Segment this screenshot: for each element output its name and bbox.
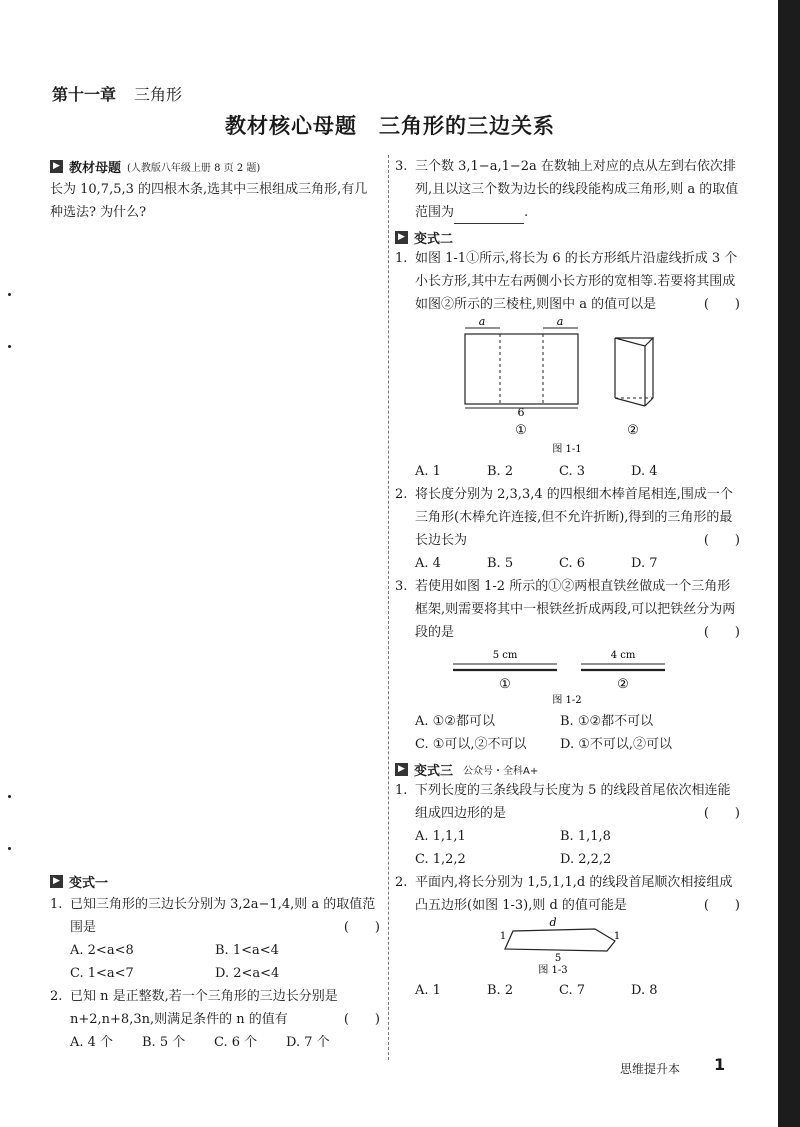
question-text: 下列长度的三条线段与长度为 5 的线段首尾依次相连能组成四边形的是 [415,783,731,821]
page-number: 1 [714,1055,726,1074]
question-text: 将长度分别为 2,3,3,4 的四根细木棒首尾相连,围成一个三角形(木棒允许连接,但不允许折断),得到的三角形的最长边长为 [415,487,733,548]
option: A. 1 [415,983,441,998]
option: B. ①②都不可以 [560,714,654,729]
option: B. 2 [487,464,514,479]
question [395,779,740,825]
answer-paren: ( ) [703,625,740,640]
scan-dot [8,795,11,798]
mother-problem-heading [50,157,380,176]
scan-dot [8,345,11,348]
answer-paren: ( ) [703,297,740,312]
pentagon [505,929,615,951]
scan-dot [8,293,11,296]
option: C. ①可以,②不可以 [415,737,527,752]
page-title: 教材核心母题 三角形的三边关系 [225,114,555,138]
question [50,893,380,939]
question [395,575,740,644]
option: D. 7 [631,556,658,571]
section-label: 教材母题 [69,161,122,176]
chapter-heading [52,82,182,105]
prism-bottom-front-left [615,398,645,406]
variant-two-heading [395,228,740,247]
answer-paren: ( ) [703,533,740,548]
option: D. 8 [631,983,658,998]
label-d: d [549,917,557,929]
option: D. 2,2,2 [560,852,612,867]
question-number: 1. [395,783,408,798]
question-text: 若使用如图 1-2 所示的①②两根直铁丝做成一个三角形框架,则需要将其中一根铁丝折成两段,可以把铁丝分为两段的是 [415,579,736,640]
options [395,825,740,871]
label-4cm: 4 cm [610,650,636,661]
variant-one-heading [50,872,380,891]
question [395,247,740,316]
question [395,155,740,224]
question-text: 三个数 3,1−a,1−2a 在数轴上对应的点从左到右依次排列,且以这三个数为边长的线段能构成三角形,则 a 的取值范围为 [415,159,739,220]
option: C. 3 [559,464,586,479]
question-text: 已知三角形的三边长分别为 3,2a−1,4,则 a 的取值范围是 [70,897,376,935]
section-label: 变式二 [414,232,454,247]
figure-label-2: ② [627,423,639,438]
prism-top [615,338,653,346]
option: C. 6 [559,556,586,571]
options [50,1031,380,1054]
label-5: 5 [554,953,562,964]
option: C. 1<a<7 [70,966,134,981]
answer-paren: ( ) [343,1012,380,1027]
variant-one-section [50,872,380,1054]
option: A. 4 个 [70,1035,114,1050]
label-six: 6 [517,406,525,419]
options [395,710,740,756]
chapter-name: 三角形 [134,85,183,104]
option: D. ①不可以,②可以 [560,737,673,752]
question-number: 1. [50,897,63,912]
chapter-number: 第十一章 [52,85,117,104]
question-number: 2. [395,875,408,890]
label-1-left: 1 [499,931,507,942]
option: C. 7 [559,983,586,998]
option: A. 4 [415,556,441,571]
option: B. 5 [487,556,514,571]
question-text: 如图 1-1①所示,将长为 6 的长方形纸片沿虚线折成 3 个小长方形,其中左右两侧小长方形的宽相等.若要将其围成如图②所示的三棱柱,则图中 a 的值可以是 [415,251,738,312]
label-a-left: a [478,316,486,328]
question [395,871,740,917]
question [50,985,380,1031]
wire-label-2: ② [617,677,629,692]
option: A. ①②都可以 [415,714,495,729]
answer-paren: ( ) [343,920,380,935]
question [395,483,740,552]
section-arrow-icon: ▶ [395,763,408,776]
option: A. 1 [415,464,441,479]
option: B. 1<a<4 [215,943,279,958]
option: A. 1,1,1 [415,829,466,844]
paper-rectangle [465,334,578,404]
option: B. 2 [487,983,514,998]
label-a-right: a [556,316,564,328]
wire-label-1: ① [499,677,511,692]
label-5cm: 5 cm [492,650,518,661]
options [395,979,740,1002]
figure-caption: 图 1-3 [538,965,568,975]
figure-1-3 [395,917,740,975]
option: B. 1,1,8 [560,829,611,844]
watermark-note: 公众号・全科A+ [463,766,539,777]
section-arrow-icon: ▶ [50,875,63,888]
figure-caption: 图 1-2 [552,695,582,706]
question-number: 2. [50,989,63,1004]
book-name: 思维提升本 [620,1062,681,1076]
question-number: 3. [395,159,408,174]
right-column [395,155,740,1002]
section-label: 变式一 [69,876,109,891]
option: C. 1,2,2 [415,852,466,867]
figure-caption: 图 1-1 [552,444,582,455]
option: D. 7 个 [286,1035,330,1050]
prism-bottom-front-right [645,398,653,406]
section-arrow-icon: ▶ [50,160,63,173]
option: C. 6 个 [214,1035,258,1050]
option: D. 4 [631,464,658,479]
answer-paren: ( ) [703,806,740,821]
variant-three-heading [395,760,740,779]
question-end: . [524,205,529,220]
options [395,552,740,575]
options [395,460,740,483]
option: D. 2<a<4 [215,966,280,981]
figure-1-2 [395,644,740,706]
question-number: 3. [395,579,408,594]
label-1-right: 1 [613,931,621,942]
question-number: 2. [395,487,408,502]
figure-label-1: ① [515,423,527,438]
question-text: 平面内,将长分别为 1,5,1,1,d 的线段首尾顺次相接组成凸五边形(如图 1-3),则 d 的值可能是 [415,875,733,913]
mother-problem-text: 长为 10,7,5,3 的四根木条,选其中三根组成三角形,有几种选法? 为什么? [50,182,368,220]
answer-blank [454,209,524,224]
right-edge-bar [778,0,800,1127]
section-note: (人教版八年级上册 8 页 2 题) [127,163,261,174]
section-label: 变式三 [414,764,454,779]
figure-1-1 [395,316,740,456]
question-number: 1. [395,251,408,266]
column-divider [388,155,389,1060]
option: A. 2<a<8 [70,943,134,958]
section-arrow-icon: ▶ [395,231,408,244]
mother-problem-section [50,157,380,224]
scan-dot [8,847,11,850]
options [50,939,380,985]
question-text: 已知 n 是正整数,若一个三角形的三边长分别是 n+2,n+8,3n,则满足条件的 n 的值有 [70,989,338,1027]
answer-paren: ( ) [703,898,740,913]
option: B. 5 个 [142,1035,186,1050]
